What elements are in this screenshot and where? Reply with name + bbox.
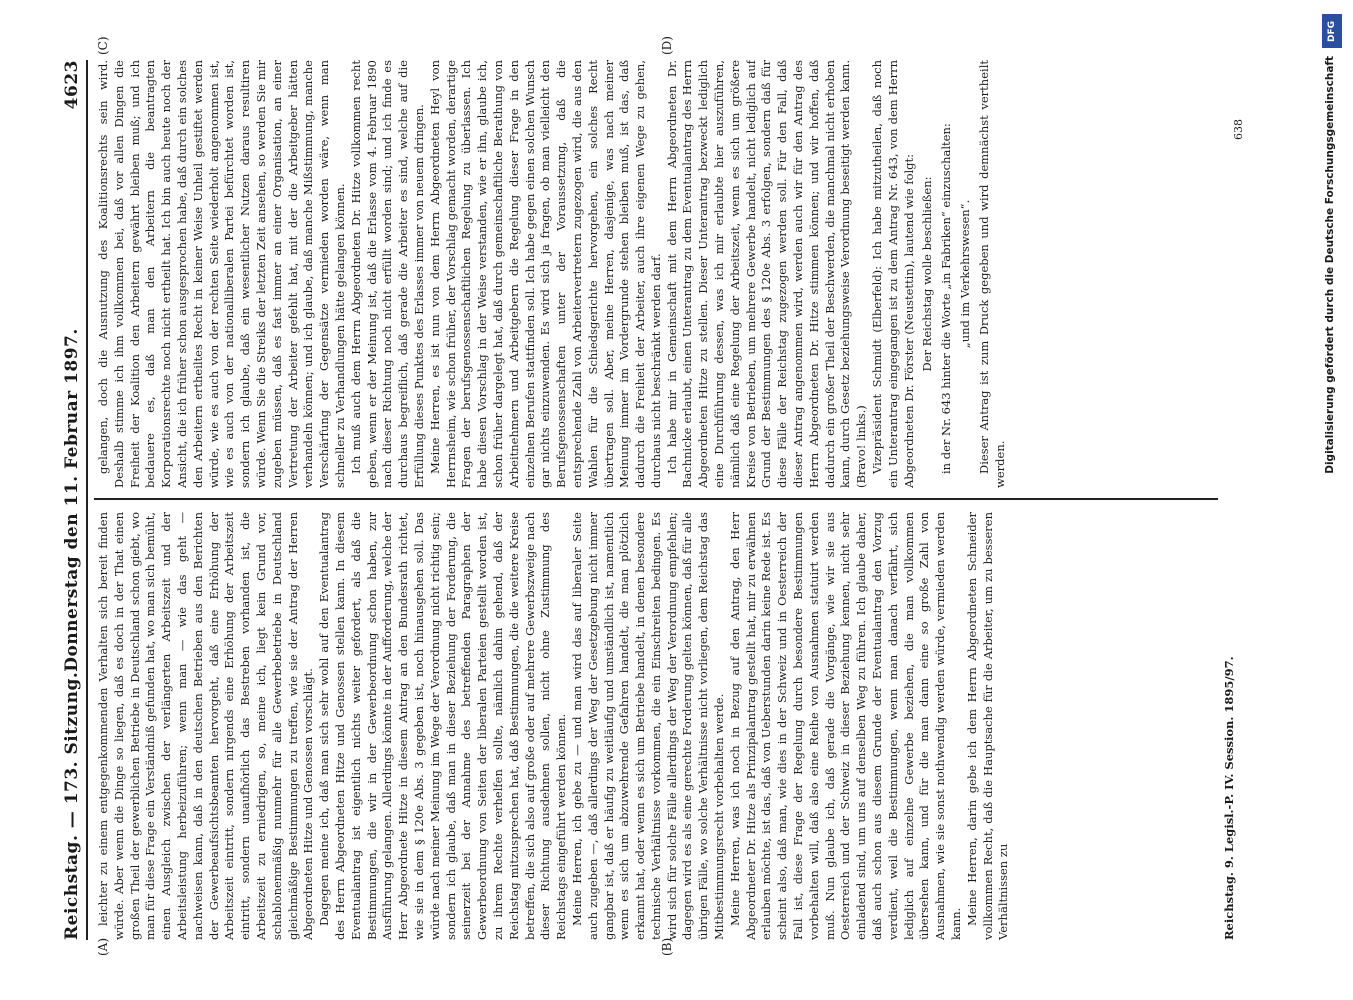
column-divider: [94, 498, 1218, 500]
motion-insert: „und im Verkehrswesen“.: [958, 199, 973, 349]
paragraph: Meine Herren, was ich noch in Bezug auf den Antrag, den Herr Abgeordneter Dr. Hitze als Prinzipalantrag gestellt hat, mir zu erwähnen erlauben möchte, ist das, daß von Ueberstunden darin keine Rede ist. Es scheint also, daß man, wie dies in der Schweiz und in Oesterreich der Fall ist, diese Frage der Regelung durch besondere Bestimmungen vorbehalten will, daß also eine Reihe von Ausnahmen statuirt werden muß. Nun glaube ich, daß gerade die Vorgänge, wie wir sie aus Oesterreich und der Schweiz in dieser Beziehung kennen, nicht sehr einladend sind, um uns auf denselben Weg zu führen. Ich glaube daher, daß auch schon aus diesem Grunde der Eventualantrag den Vorzug verdient, weil die Bestimmungen, wenn man danach verfährt, sich lediglich auf einzelne Gewerbe beziehen, die man vollkommen übersehen kann, und für die man dann eine so große Zahl von Ausnahmen, wie sie sonst nothwendig werden würde, vermieden werden kann.: [727, 512, 964, 940]
paragraph: Meine Herren, ich gebe zu — und man wird das auf liberaler Seite auch zugeben —, daß allerdings der Weg der Gesetzgebung nicht immer gangbar ist, daß er häufig zu weitläufig und umständlich ist, namentlich wenn es sich um abzuwehrende Gefahren handelt, die man plötzlich erkannt hat, oder wenn es sich um Betriebe handelt, in denen besondere technische Verhältnisse vorkommen, die ein Einschreiten bedingen. Es wird sich für solche Fälle allerdings der Weg der Verordnung empfehlen; dagegen wird es als eine gerechte Forderung gelten können, daß für alle übrigen Fälle, wo solche Verhältnisse nicht vorliegen, dem Reichstag das Mitbestimmungsrecht vorbehalten werde.: [569, 512, 727, 940]
page-footer: Reichstag. 9. Legisl.-P. IV. Session. 1895/97.: [1222, 656, 1236, 940]
margin-marker-c: (C): [96, 36, 110, 55]
header-session: Reichstag. — 173. Sitzung.: [62, 671, 82, 940]
dfg-logo: DFG: [1322, 14, 1342, 48]
paragraph: Meine Herren, es ist nun von dem Herrn Abgeordneten Heyl von Herrnsheim, wie schon früher, der Vorschlag gemacht worden, derartige Fragen der berufsgenossenschaftlichen Regelung zu überlassen. Ich habe diesen Vorschlag in der Weise verstanden, wie er ihn, glaube ich, schon früher dargelegt hat, daß durch gemeinschaftliche Berathung von Arbeitnehmern und Arbeitgebern die Regelung dieser Frage in den einzelnen Berufen stattfinden soll. Ich habe gegen einen solchen Wunsch gar nichts einzuwenden. Es wird sich ja fragen, ob man vielleicht den Berufsgenossenschaften unter der Voraussetzung, daß die entsprechende Zahl von Arbeitervertretern zugezogen wird, die aus den Wahlen für die Schiedsgerichte hervorgehen, ein solches Recht übertragen soll. Aber, meine Herren, dasjenige, was nach meiner Meinung immer im Vordergrunde stehen bleiben muß, ist das, daß dadurch die Freiheit der Arbeiter, auch ihre eigenen Wege zu gehen, durchaus nicht beschränkt werden darf.: [427, 60, 663, 488]
paragraph: Vizepräsident Schmidt (Elberfeld): Ich habe mitzutheilen, daß noch ein Unterantrag eingegangen ist zu dem Antrag Nr. 643, von dem Herrn Abgeordneten Dr. Förster (Neustettin), lautend wie folgt:: [870, 60, 916, 488]
margin-marker-b: (B): [660, 937, 674, 956]
motion-heading: Der Reichstag wolle beschließen:: [920, 176, 935, 372]
paragraph: leichter zu einem entgegenkommenden Verhalten sich bereit finden würde. Aber wenn die Dinge so liegen, daß es doch in der That einen großen Theil der gewerblichen Betriebe in Deutschland schon giebt, wo man für diese Frage ein Verständniß gefunden hat, wo man sich bemüht, einen Ausgleich zwischen der verlängerten Arbeitszeit und der Arbeitsleistung herbeizuführen; wenn man — wie das geht — nachweisen kann, daß in den deutschen Betrieben aus den Berichten der Gewerbeaufsichtsbeamten hervorgeht, daß eine Erhöhung der Arbeitszeit eintritt, sondern nirgends eine Erhöhung der Arbeitszeit eintritt, sondern unaufhörlich das Bestreben vorhanden ist, die Arbeitszeit zu erniedrigen, so, meine ich, liegt kein Grund vor, schablonenmäßig nunmehr für alle Gewerbebetriebe in Deutschland gleichmäßige Bestimmungen zu treffen, wie sie der Antrag der Herren Abgeordneten Hitze und Genossen vorschlägt.: [96, 512, 316, 940]
header-page-number: 4623: [62, 60, 82, 110]
paragraph: Ich habe mir in Gemeinschaft mit dem Herrn Abgeordneten Dr. Bachnicke erlaubt, einen Unterantrag zu dem Eventualantrag des Herrn Abgeordneten Hitze zu stellen. Dieser Unterantrag bezweckt lediglich eine Durchführung dessen, was ich mir erlaubte hier auszuführen, nämlich daß eine Regelung der Arbeitszeit, wenn es sich um größere Kreise von Betrieben, um mehrere Gewerbe handelt, nicht lediglich auf Grund der Bestimmungen des § 120e Abs. 3 erfolgen, sondern daß für diese Fälle der Reichstag zugezogen werden soll. Für den Fall, daß dieser Antrag angenommen wird, werden auch wir für den Antrag des Herrn Abgeordneten Dr. Hitze stimmen können; und wir hoffen, daß dadurch ein großer Theil der Beschwerden, die manchmal nicht erhoben kann, durch Gesetz beziehungsweise Verordnung beseitigt werden kann. (Bravo! links.): [664, 60, 869, 488]
header-date: Donnerstag den 11. Februar 1897.: [62, 328, 82, 672]
paragraph: Dieser Antrag ist zum Druck gegeben und wird demnächst vertheilt werden.: [976, 60, 1007, 488]
paragraph: Ich muß auch dem Herrn Abgeordneten Dr. Hitze vollkommen recht geben, wenn er der Meinung ist, daß die Erlasse vom 4. Februar 1890 nach dieser Richtung noch nicht erfüllt worden sind; und ich finde es durchaus begreiflich, daß gerade die Arbeiter es sind, welche auf die Erfüllung dieses Punktes des Erlasses immer von neuem dringen.: [348, 60, 426, 488]
left-text-column: [96, 512, 1216, 940]
margin-marker-d: (D): [660, 36, 674, 55]
paragraph: Meine Herren, darin gebe ich dem Herrn Abgeordneten Schneider vollkommen Recht, daß die Hauptsache für die Arbeiter, um zu besseren Verhältnissen zu: [964, 512, 1011, 940]
margin-marker-a: (A): [96, 937, 110, 956]
dfg-watermark: [1318, 6, 1348, 646]
footer-page-number: 638: [1232, 119, 1245, 140]
page-header: [60, 60, 88, 940]
right-text-column: [96, 60, 1216, 488]
digitization-note: Digitalisierung gefördert durch die Deutsche Forschungsgemeinschaft: [1324, 56, 1336, 474]
paragraph: Dagegen meine ich, daß man sich sehr wohl auf den Eventualantrag des Herrn Abgeordneten Hitze und Genossen stellen kann. In diesem Eventualantrag ist eigentlich nichts weiter gefordert, als daß die Bestimmungen, die wir in der Gewerbeordnung schon haben, zur Ausführung gelangen. Allerdings könnte in der Aufforderung, welche der Herr Abgeordnete Hitze in diesem Antrag an den Bundesrath richtet, wie sie in dem § 120e Abs. 3 gegeben ist, noch hinausgehen soll. Das würde nach meiner Meinung im Wege der Verordnung nicht richtig sein; sondern ich glaube, daß man in dieser Beziehung der Forderung, die seinerzeit bei der Annahme des betreffenden Paragraphen der Gewerbeordnung von Seiten der liberalen Parteien gestellt worden ist, zu ihrem Rechte verhelfen sollte, nämlich dahin gehend, daß der Reichstag mitzusprechen hat, daß Bestimmungen, die die weitere Kreise betreffen, die sich also auf große oder auf mehrere Gewerbszweige nach dieser Richtung ausdehnen sollen, nicht ohne Zustimmung des Reichstags eingeführt werden können.: [317, 512, 569, 940]
motion-text: in der Nr. 643 hinter die Worte „in Fabriken“ einzuschalten:: [939, 123, 954, 474]
paragraph: gelangen, doch die Ausnutzung des Koalitionsrechts sein wird. Deshalb stimme ich ihm vollkommen bei, daß vor allen Dingen die Freiheit der Koalition den Arbeitern gewährt bleiben muß; und ich bedauere es, daß man den Arbeitern die beantragten Korporationsrechte noch nicht ertheilt hat. Ich bin auch heute noch der Ansicht, die ich früher schon ausgesprochen habe, daß durch ein solches den Arbeitern ertheiltes Recht in keiner Weise Unheil gestiftet werden würde, wie es auch von der rechten Seite wiederholt angenommen ist, wie es auch von der nationalliberalen Partei befürchtet worden ist, sondern ich glaube, daß ein wesentlicher Nutzen daraus resultiren würde. Wenn Sie die Streiks der letzten Zeit ansehen, so werden Sie mir zugeben müssen, daß es fast immer an einer Organisation, an einer Vertretung der Arbeiter gefehlt hat, mit der die Arbeitgeber hätten verhandeln können; und ich glaube, daß manche Mißstimmung, manche Verschärfung der Gegensätze vermieden worden wäre, wenn man schneller zu Verhandlungen hätte gelangen können.: [96, 60, 347, 488]
